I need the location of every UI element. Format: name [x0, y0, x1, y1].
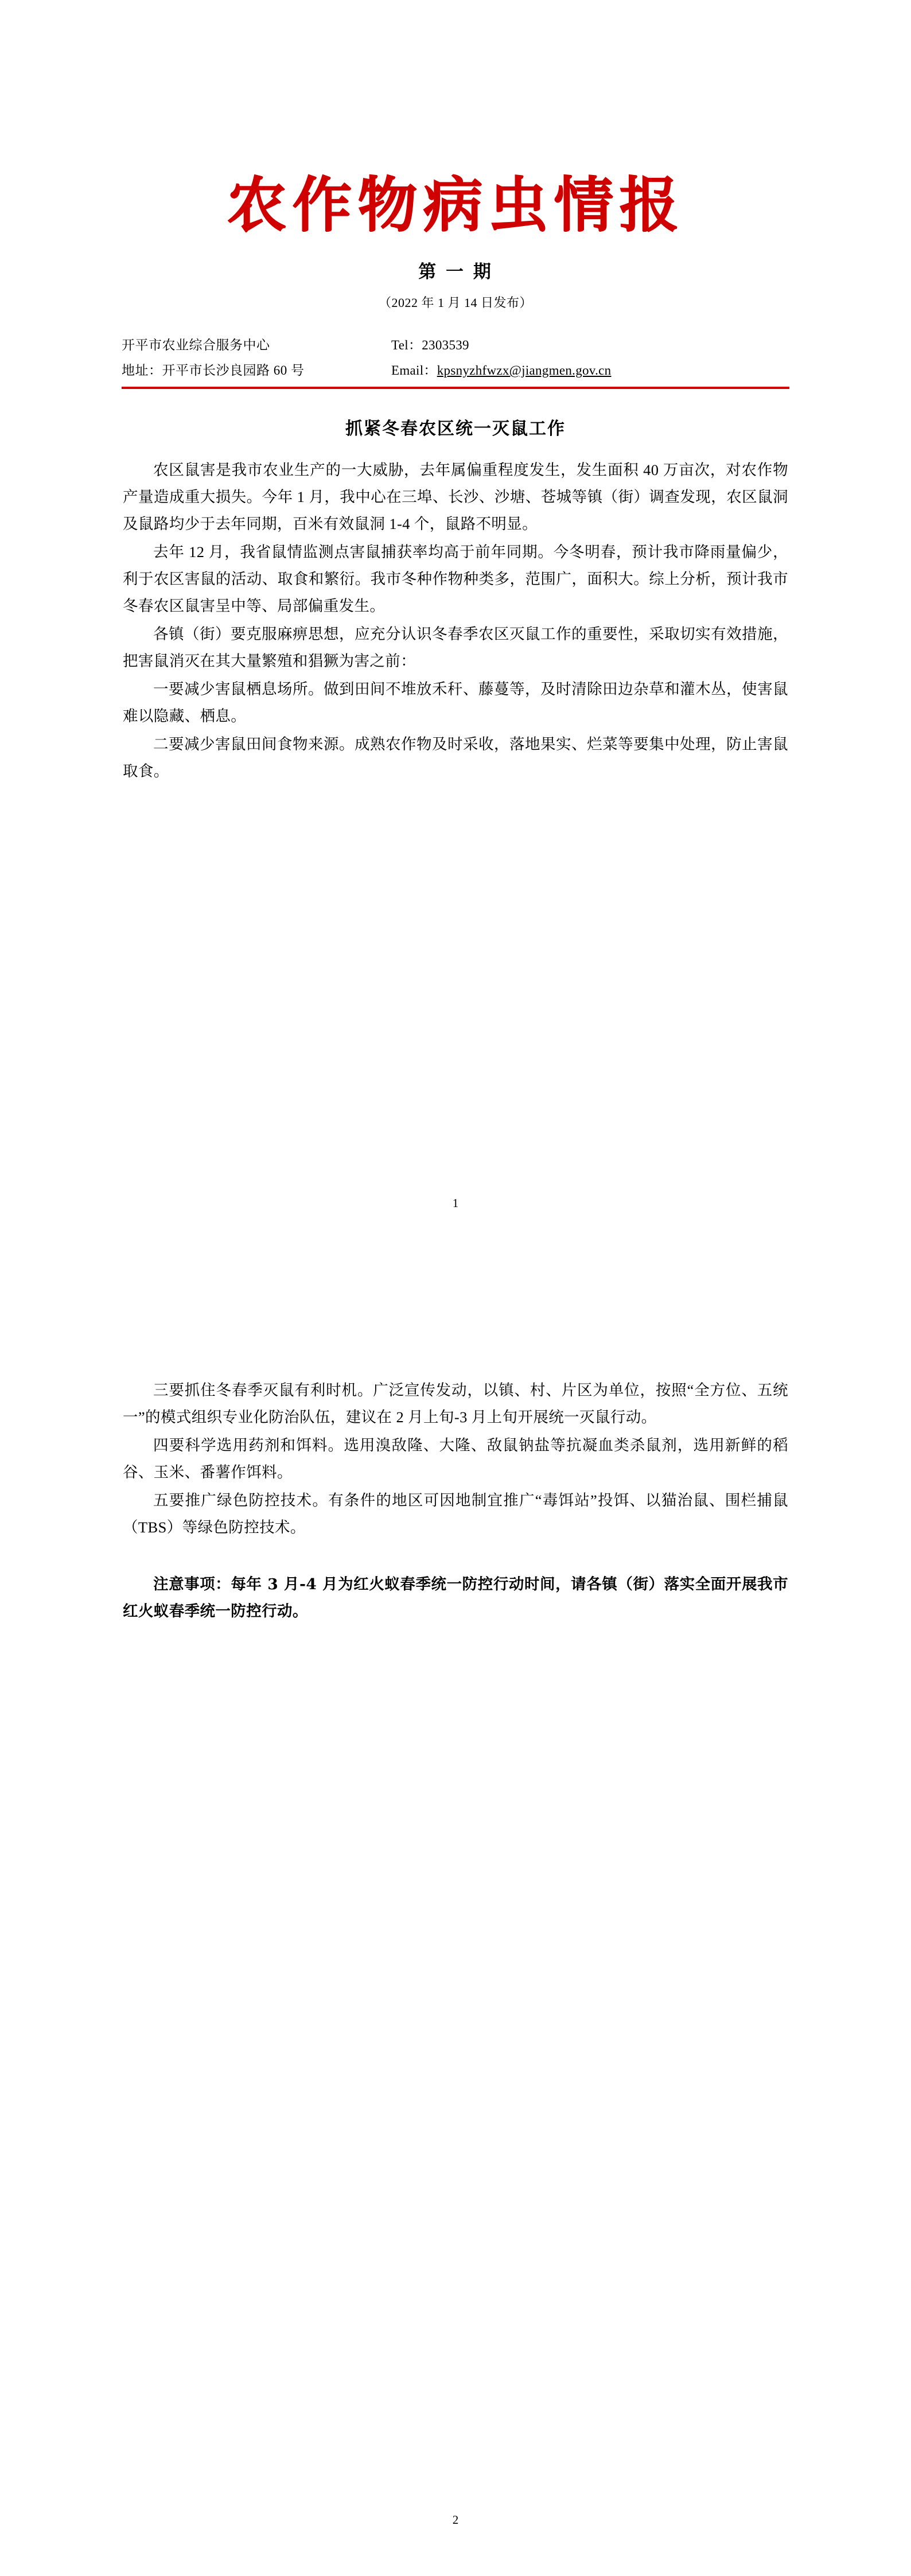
- email-line: [391, 358, 789, 383]
- masthead: [115, 0, 796, 311]
- header-info-row-1: [122, 333, 789, 358]
- email-label: Email：: [391, 363, 437, 378]
- telephone: Tel：2303539: [391, 338, 469, 353]
- paragraph: 去年 12 月，我省鼠情监测点害鼠捕获率均高于前年同期。今冬明春，预计我市降雨量偏少，利于农区害鼠的活动、取食和繁衍。我市冬种作物种类多，范围广，面积大。综上分析，预计我市冬春农区鼠害呈中等、局部偏重发生。: [123, 543, 788, 614]
- article-body-page-1: [115, 457, 796, 785]
- issue-number: 第 一 期: [418, 262, 493, 283]
- article-body-page-2: [115, 1377, 796, 1625]
- paragraph: 四要科学选用药剂和饵料。选用溴敌隆、大隆、敌鼠钠盐等抗凝血类杀鼠剂，选用新鲜的稻谷、玉米、番薯作饵料。: [123, 1437, 788, 1481]
- paragraph: 各镇（街）要克服麻痹思想，应充分认识冬春季农区灭鼠工作的重要性，采取切实有效措施，把害鼠消灭在其大量繁殖和猖獗为害之前：: [123, 625, 788, 670]
- document-sheet: [115, 0, 796, 2576]
- page-number-second: 2: [452, 2513, 459, 2527]
- masthead-title: 农作物病虫情报: [226, 169, 684, 240]
- page-number-first: 1: [452, 1196, 459, 1210]
- organization-name: 开平市农业综合服务中心: [122, 338, 270, 353]
- paragraph: 五要推广绿色防控技术。有条件的地区可因地制宜推广“毒饵站”投饵、以猫治鼠、围栏捕鼠（TBS）等绿色防控技术。: [123, 1492, 788, 1536]
- paragraph: 三要抓住冬春季灭鼠有利时机。广泛宣传发动，以镇、村、片区为单位，按照“全方位、五统一”的模式组织专业化防治队伍，建议在 2 月上旬-3 月上旬开展统一灭鼠行动。: [123, 1382, 788, 1426]
- paragraph: 农区鼠害是我市农业生产的一大威胁，去年属偏重程度发生，发生面积 40 万亩次，对农作物产量造成重大损失。今年 1 月，我中心在三埠、长沙、沙塘、苍城等镇（街）调查发现，农区鼠洞及鼠路均少于去年同期，百米有效鼠洞 1-4 个，鼠路不明显。: [123, 461, 788, 532]
- notice-text: 注意事项：每年 3 月-4 月为红火蚁春季统一防控行动时间，请各镇（街）落实全面开展我市红火蚁春季统一防控行动。: [123, 1575, 788, 1620]
- paragraph: 一要减少害鼠栖息场所。做到田间不堆放禾秆、藤蔓等，及时清除田边杂草和灌木丛，使害鼠难以隐藏、栖息。: [123, 680, 788, 725]
- header-info-row-2: [122, 358, 789, 383]
- email-address[interactable]: kpsnyzhfwzx@jiangmen.gov.cn: [437, 363, 612, 378]
- red-divider-rule: [122, 387, 789, 389]
- address: 地址：开平市长沙良园路 60 号: [122, 363, 305, 378]
- issue-date: （2022 年 1 月 14 日发布）: [378, 295, 532, 310]
- article-title: 抓紧冬春农区统一灭鼠工作: [345, 418, 566, 439]
- header-info-block: [115, 333, 796, 388]
- paragraph: 二要减少害鼠田间食物来源。成熟农作物及时采收，落地果实、烂菜等要集中处理，防止害鼠取食。: [123, 735, 788, 780]
